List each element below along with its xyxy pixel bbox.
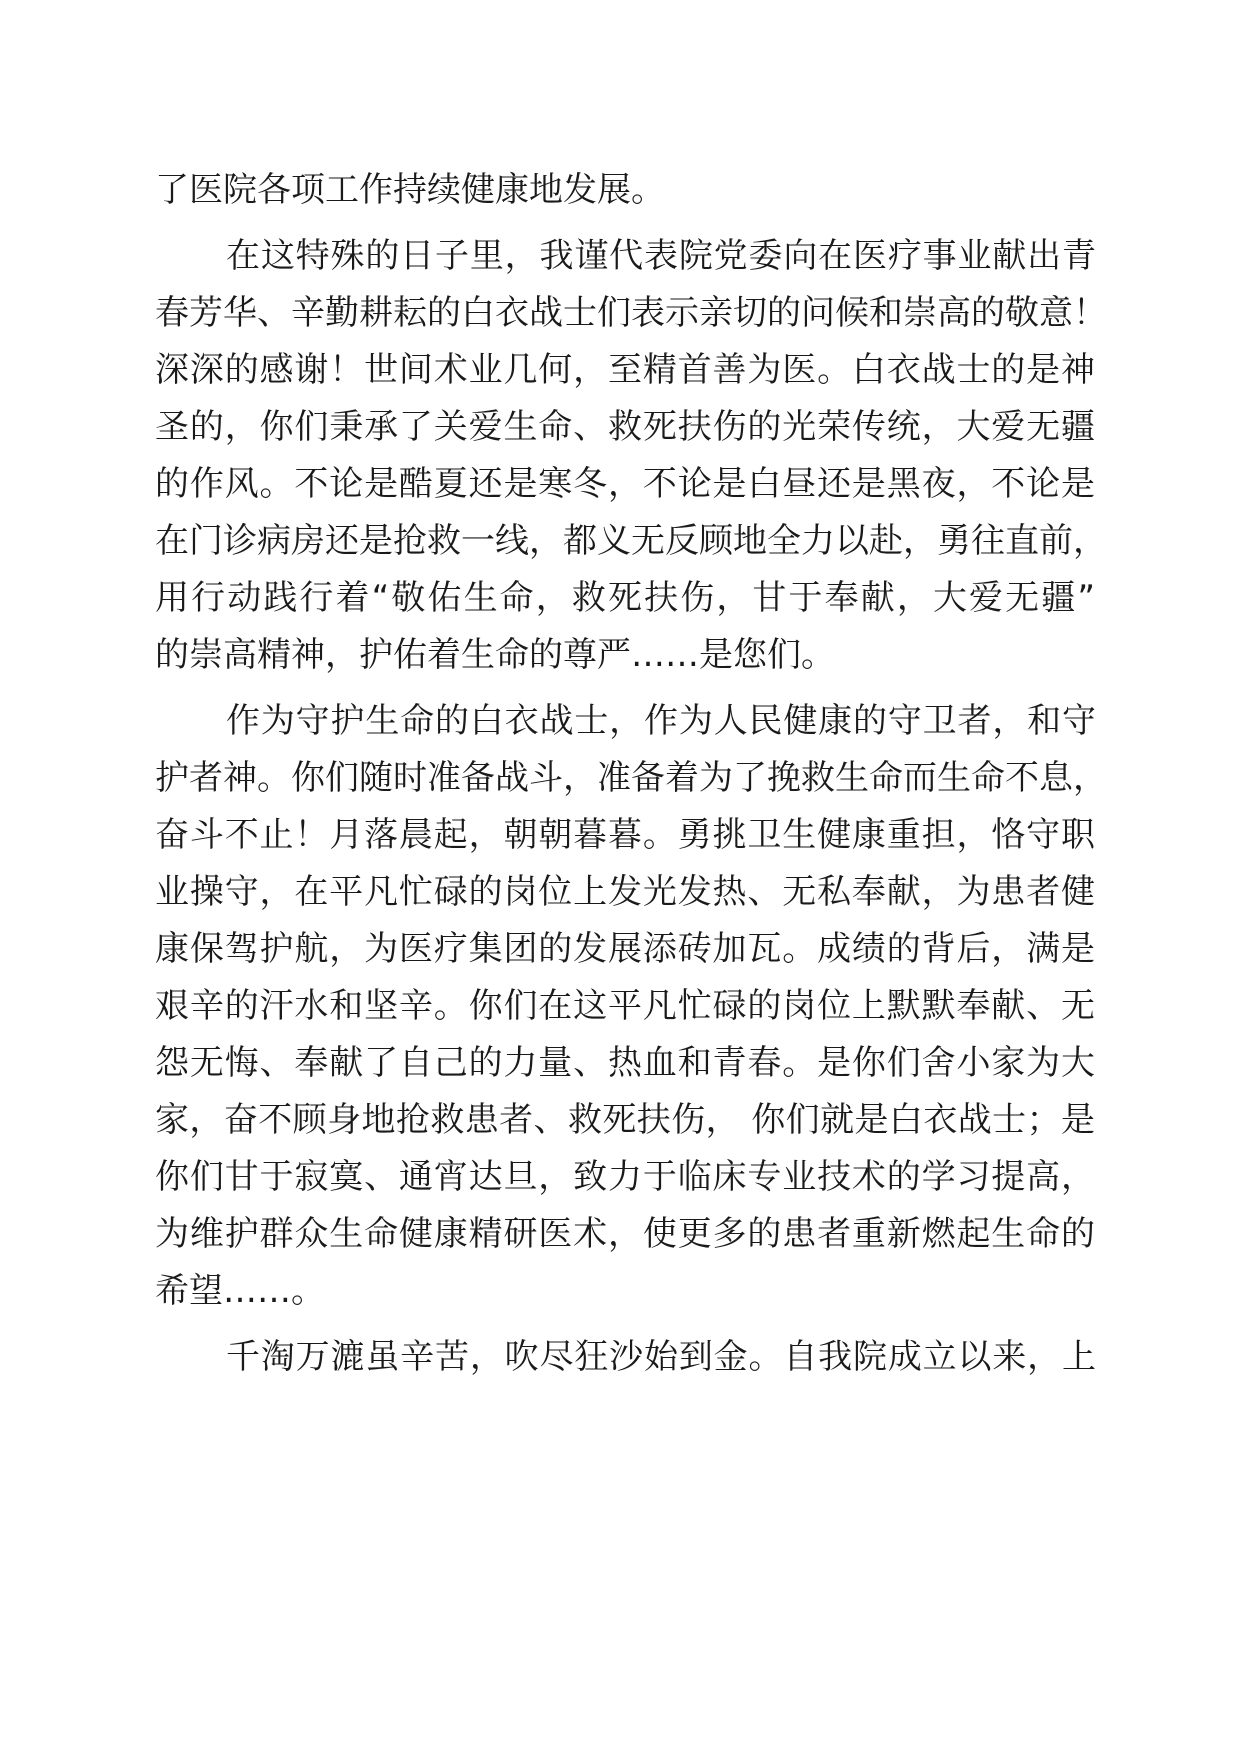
body-text-line: 在门诊病房还是抢救一线，都义无反顾地全力以赴，勇往直前， [155,521,1107,561]
body-text-line: 怨无悔、奉献了自己的力量、热血和青春。是你们舍小家为大 [155,1043,1095,1083]
body-text-line: 家，奋不顾身地抢救患者、救死扶伤， 你们就是白衣战士；是 [155,1100,1095,1140]
body-text-line: 圣的，你们秉承了关爱生命、救死扶伤的光荣传统，大爱无疆 [155,407,1095,447]
body-text-line: 护者神。你们随时准备战斗，准备着为了挽救生命而生命不息， [155,758,1107,798]
body-text-line: 的作风。不论是酷夏还是寒冬，不论是白昼还是黑夜，不论是 [155,464,1095,504]
body-text-line: 了医院各项工作持续健康地发展。 [155,170,665,210]
body-text-line: 的崇高精神，护佑着生命的尊严……是您们。 [155,635,835,675]
body-text-line: 希望……。 [155,1271,325,1311]
body-text-line: 深深的感谢！世间术业几何，至精首善为医。白衣战士的是神 [155,350,1095,390]
body-text-line: 你们甘于寂寞、通宵达旦，致力于临床专业技术的学习提高， [155,1157,1095,1197]
paragraph-first-line: 千淘万漉虽辛苦，吹尽狂沙始到金。自我院成立以来，上 [226,1337,1096,1377]
body-text-line: 康保驾护航，为医疗集团的发展添砖加瓦。成绩的背后，满是 [155,929,1095,969]
body-text-line: 为维护群众生命健康精研医术，使更多的患者重新燃起生命的 [155,1214,1095,1254]
paragraph-first-line: 作为守护生命的白衣战士，作为人民健康的守卫者，和守 [226,701,1096,741]
body-text-line: 奋斗不止！月落晨起，朝朝暮暮。勇挑卫生健康重担，恪守职 [155,815,1095,855]
body-text-line: 春芳华、辛勤耕耘的白衣战士们表示亲切的问候和崇高的敬意！ [155,293,1107,333]
body-text-line: 业操守，在平凡忙碌的岗位上发光发热、无私奉献，为患者健 [155,872,1095,912]
body-text-line: 艰辛的汗水和坚辛。你们在这平凡忙碌的岗位上默默奉献、无 [155,986,1095,1026]
paragraph-first-line: 在这特殊的日子里，我谨代表院党委向在医疗事业献出青 [226,236,1096,276]
body-text-line: 用行动践行着“敬佑生命，救死扶伤，甘于奉献，大爱无疆” [155,578,1095,618]
